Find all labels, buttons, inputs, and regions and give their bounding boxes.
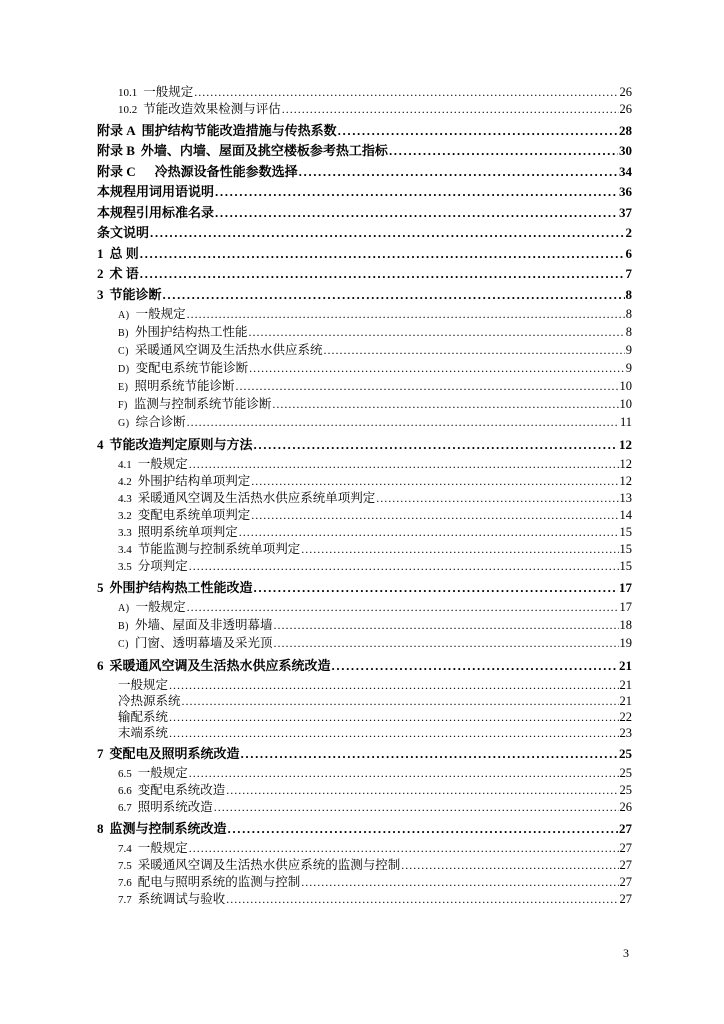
toc-entry-page: 13 [619, 491, 632, 505]
toc-dot-leader [182, 693, 619, 709]
toc-entry-marker: 附录 B [97, 143, 135, 158]
toc-dot-leader [241, 745, 618, 762]
toc-entry-title: 变配电及照明系统改造 [109, 745, 240, 761]
toc-entry-page: 25 [619, 766, 632, 780]
toc-entry [97, 414, 632, 432]
toc-entry-marker: 7 [97, 745, 104, 761]
toc-entry-page: 30 [619, 143, 632, 158]
toc-dot-leader [324, 342, 625, 358]
toc-entry [97, 396, 632, 414]
toc-entry-title: 变配电系统节能诊断 [135, 361, 249, 375]
page-number: 3 [623, 946, 629, 960]
toc-dot-leader [249, 360, 625, 376]
toc-dot-leader [140, 245, 625, 262]
toc-entry-page: 21 [619, 678, 632, 692]
toc-entry-marker: 1 [97, 245, 104, 261]
toc-dot-leader [301, 541, 618, 557]
toc-entry-title: 一般规定 [135, 600, 186, 614]
toc-dot-leader [226, 891, 618, 907]
toc-entry [97, 891, 632, 908]
toc-dot-leader [189, 558, 619, 574]
toc-entry-title: 外墙、屋面及非透明幕墙 [135, 618, 273, 632]
toc-entry [97, 524, 632, 541]
toc-entry-page: 12 [619, 474, 632, 488]
toc-dot-leader [226, 782, 618, 798]
toc-dot-leader [169, 709, 618, 725]
toc-entry-title: 末端系统 [118, 726, 169, 740]
toc-entry-marker: 3.4 [118, 544, 132, 556]
toc-entry-title: 门窗、透明幕墙及采光顶 [135, 636, 273, 650]
toc-entry-page: 12 [619, 436, 632, 452]
toc-entry-page: 37 [619, 204, 632, 220]
toc-entry-marker: 2 [97, 266, 104, 281]
toc-entry-marker: 5 [97, 579, 104, 595]
toc-entry [97, 490, 632, 507]
toc-entry-title: 术 语 [109, 266, 139, 281]
toc-entry [97, 799, 632, 816]
toc-entry-page: 26 [619, 800, 632, 814]
toc-entry-title: 照明系统节能诊断 [134, 379, 235, 393]
toc-dot-leader [214, 799, 619, 815]
toc-dot-leader [235, 378, 618, 394]
toc-entry-marker: 3 [97, 286, 104, 302]
toc-entry [97, 782, 632, 799]
toc-entry-page: 12 [619, 457, 632, 471]
toc-entry-marker: 7.5 [118, 860, 132, 872]
toc-entry-title: 采暖通风空调及生活热水供应系统单项判定 [137, 491, 376, 505]
toc-entry-title: 采暖通风空调及生活热水供应系统 [135, 343, 323, 357]
toc-entry-marker: 6.7 [118, 802, 132, 814]
toc-entry-title: 节能诊断 [109, 286, 162, 302]
toc-entry-page: 8 [625, 325, 632, 339]
toc-entry [97, 456, 632, 473]
toc-entry-title: 冷热源系统 [118, 694, 181, 708]
toc-entry-page: 14 [619, 508, 632, 522]
toc-dot-leader [140, 265, 625, 282]
toc-dot-leader [401, 857, 618, 873]
toc-dot-leader [274, 635, 619, 651]
toc-entry-page: 27 [619, 892, 632, 906]
toc-entry-marker: B) [118, 621, 129, 632]
toc-entry-title: 一般规定 [118, 678, 169, 692]
toc-entry-title: 监测与控制系统改造 [109, 820, 227, 836]
toc-entry-page: 11 [619, 415, 632, 429]
toc-entry-marker: E) [118, 382, 129, 393]
toc-dot-leader [169, 725, 618, 741]
toc-entry [97, 204, 632, 221]
toc-entry [97, 360, 632, 378]
toc-entry-title: 一般规定 [135, 307, 186, 321]
toc-entry-marker: 4.3 [118, 493, 132, 505]
table-of-contents [97, 84, 632, 908]
toc-entry-title: 节能监测与控制系统单项判定 [137, 542, 301, 556]
toc-entry-page: 7 [625, 266, 632, 281]
toc-entry-page: 26 [619, 102, 632, 116]
toc-dot-leader [249, 324, 625, 340]
toc-dot-leader [194, 84, 618, 100]
toc-dot-leader [163, 286, 625, 303]
toc-entry [97, 635, 632, 653]
toc-entry-marker: 4.1 [118, 459, 132, 471]
toc-entry [97, 84, 632, 101]
toc-dot-leader [301, 874, 618, 890]
toc-dot-leader [169, 677, 618, 693]
toc-entry-title: 采暖通风空调及生活热水供应系统的监测与控制 [137, 858, 401, 872]
toc-entry-title: 本规程引用标准名录 [97, 204, 215, 220]
toc-dot-leader [254, 436, 618, 453]
toc-dot-leader [189, 456, 619, 472]
toc-entry-marker: A) [118, 603, 130, 614]
toc-entry-title: 输配系统 [118, 710, 169, 724]
toc-entry-title: 配电与照明系统的监测与控制 [137, 875, 301, 889]
toc-entry-title: 采暖通风空调及生活热水供应系统改造 [109, 657, 331, 673]
toc-entry-marker: 7.7 [118, 894, 132, 906]
toc-entry [97, 286, 632, 303]
toc-entry-marker: 附录 A [97, 122, 136, 138]
toc-entry [97, 709, 632, 725]
toc-entry-page: 21 [619, 694, 632, 708]
toc-entry-page: 17 [619, 600, 632, 614]
toc-entry [97, 342, 632, 360]
toc-entry-page: 25 [619, 745, 632, 761]
toc-entry-title: 条文说明 [97, 225, 150, 240]
toc-dot-leader [228, 820, 618, 837]
toc-entry-page: 25 [619, 783, 632, 797]
toc-entry [97, 142, 632, 159]
toc-entry [97, 224, 632, 241]
toc-entry-marker: 6.6 [118, 785, 132, 797]
toc-entry-title: 外围护结构热工性能改造 [109, 579, 253, 595]
toc-dot-leader [272, 396, 618, 412]
toc-entry-title: 节能改造判定原则与方法 [109, 436, 253, 452]
toc-dot-leader [215, 183, 618, 200]
toc-entry-title: 外围护结构热工性能 [135, 325, 248, 339]
toc-entry-page: 27 [619, 820, 632, 836]
toc-entry-page: 27 [619, 841, 632, 855]
toc-entry-marker: D) [118, 364, 130, 375]
toc-dot-leader [187, 414, 619, 430]
toc-entry-page: 9 [625, 361, 632, 375]
toc-entry-title: 一般规定 [137, 841, 188, 855]
toc-entry [97, 541, 632, 558]
toc-entry-title: 一般规定 [137, 457, 188, 471]
toc-entry [97, 122, 632, 139]
toc-entry-marker: 8 [97, 820, 104, 836]
toc-dot-leader [332, 657, 618, 674]
toc-entry [97, 657, 632, 674]
toc-entry [97, 765, 632, 782]
toc-entry [97, 874, 632, 891]
toc-entry-page: 26 [619, 85, 632, 99]
toc-dot-leader [376, 490, 618, 506]
toc-entry-title: 节能改造效果检测与评估 [143, 102, 281, 116]
toc-entry-page: 15 [619, 559, 632, 573]
toc-dot-leader [299, 163, 618, 180]
toc-entry [97, 599, 632, 617]
toc-dot-leader [254, 579, 618, 596]
toc-entry-page: 8 [625, 307, 632, 321]
toc-dot-leader [187, 599, 619, 615]
toc-entry-page: 15 [619, 542, 632, 556]
toc-dot-leader [189, 765, 619, 781]
toc-dot-leader [189, 840, 619, 856]
toc-entry-title: 变配电系统改造 [137, 783, 226, 797]
toc-entry [97, 857, 632, 874]
toc-entry [97, 507, 632, 524]
toc-entry-page: 2 [625, 225, 632, 240]
toc-entry-page: 6 [625, 245, 632, 261]
toc-entry [97, 745, 632, 762]
toc-dot-leader [251, 473, 618, 489]
toc-entry-marker: C) [118, 346, 129, 357]
toc-entry-marker: 6 [97, 657, 104, 673]
toc-entry [97, 265, 632, 282]
toc-entry-marker: A) [118, 310, 130, 321]
toc-entry-title: 监测与控制系统节能诊断 [133, 397, 272, 411]
toc-entry-title: 总 则 [109, 245, 139, 261]
toc-entry-page: 15 [619, 525, 632, 539]
toc-entry-page: 19 [619, 636, 632, 650]
toc-entry-title: 外墙、内墙、屋面及挑空楼板参考热工指标 [140, 143, 388, 158]
toc-entry-marker: 3.2 [118, 510, 132, 522]
toc-entry-page: 22 [619, 710, 632, 724]
toc-entry [97, 725, 632, 741]
toc-entry-page: 27 [619, 858, 632, 872]
toc-entry-page: 27 [619, 875, 632, 889]
toc-entry [97, 183, 632, 200]
toc-entry-page: 28 [619, 122, 632, 138]
toc-entry-page: 21 [619, 657, 632, 673]
toc-dot-leader [150, 224, 624, 241]
toc-entry-title: 分项判定 [137, 559, 188, 573]
toc-dot-leader [338, 122, 618, 139]
toc-entry-page: 17 [619, 579, 632, 595]
toc-entry-marker: 10.2 [118, 104, 138, 116]
toc-entry-marker: 4.2 [118, 476, 132, 488]
toc-entry-page: 8 [625, 286, 632, 302]
toc-entry-marker: 10.1 [118, 87, 138, 99]
toc-entry-page: 10 [619, 379, 632, 393]
toc-entry-page: 34 [619, 163, 632, 179]
toc-entry-page: 23 [619, 726, 632, 740]
toc-entry-marker: 附录 C [97, 163, 136, 179]
toc-entry-title: 综合诊断 [135, 415, 186, 429]
toc-entry-page: 10 [619, 397, 632, 411]
toc-entry-marker: 3.3 [118, 527, 132, 539]
toc-entry-title: 一般规定 [137, 766, 188, 780]
toc-dot-leader [251, 507, 618, 523]
toc-entry-page: 36 [619, 184, 632, 199]
toc-entry [97, 306, 632, 324]
toc-entry [97, 163, 632, 180]
toc-entry-marker: G) [118, 418, 130, 429]
toc-dot-leader [282, 101, 619, 117]
toc-entry [97, 820, 632, 837]
toc-entry-title: 一般规定 [143, 85, 194, 99]
toc-entry [97, 617, 632, 635]
toc-entry [97, 324, 632, 342]
toc-entry [97, 101, 632, 118]
toc-entry [97, 436, 632, 453]
toc-entry-marker: C) [118, 639, 129, 650]
toc-entry-title: 系统调试与验收 [137, 892, 226, 906]
toc-entry-title: 照明系统改造 [137, 800, 213, 814]
toc-entry-marker: 7.4 [118, 843, 132, 855]
toc-entry-marker: 7.6 [118, 877, 132, 889]
toc-entry-marker: 3.5 [118, 561, 132, 573]
toc-dot-leader [215, 204, 618, 221]
toc-dot-leader [274, 617, 619, 633]
toc-entry-title: 围护结构节能改造措施与传热系数 [141, 122, 337, 138]
toc-entry [97, 693, 632, 709]
toc-entry-marker: F) [118, 400, 128, 411]
toc-entry [97, 558, 632, 575]
toc-entry-page: 18 [619, 618, 632, 632]
toc-entry-title: 本规程用词用语说明 [97, 184, 215, 199]
toc-entry [97, 473, 632, 490]
toc-entry [97, 378, 632, 396]
toc-entry-title: 冷热源设备性能参数选择 [141, 163, 298, 179]
toc-dot-leader [389, 142, 618, 159]
toc-entry [97, 840, 632, 857]
toc-entry [97, 245, 632, 262]
toc-entry-title: 照明系统单项判定 [137, 525, 238, 539]
toc-entry-marker: 4 [97, 436, 104, 452]
toc-entry-marker: 6.5 [118, 768, 132, 780]
toc-entry-marker: B) [118, 328, 129, 339]
toc-dot-leader [239, 524, 619, 540]
toc-entry-page: 9 [625, 343, 632, 357]
toc-entry [97, 579, 632, 596]
toc-entry-title: 变配电系统单项判定 [137, 508, 251, 522]
toc-entry [97, 677, 632, 693]
toc-dot-leader [187, 306, 625, 322]
toc-entry-title: 外围护结构单项判定 [137, 474, 251, 488]
